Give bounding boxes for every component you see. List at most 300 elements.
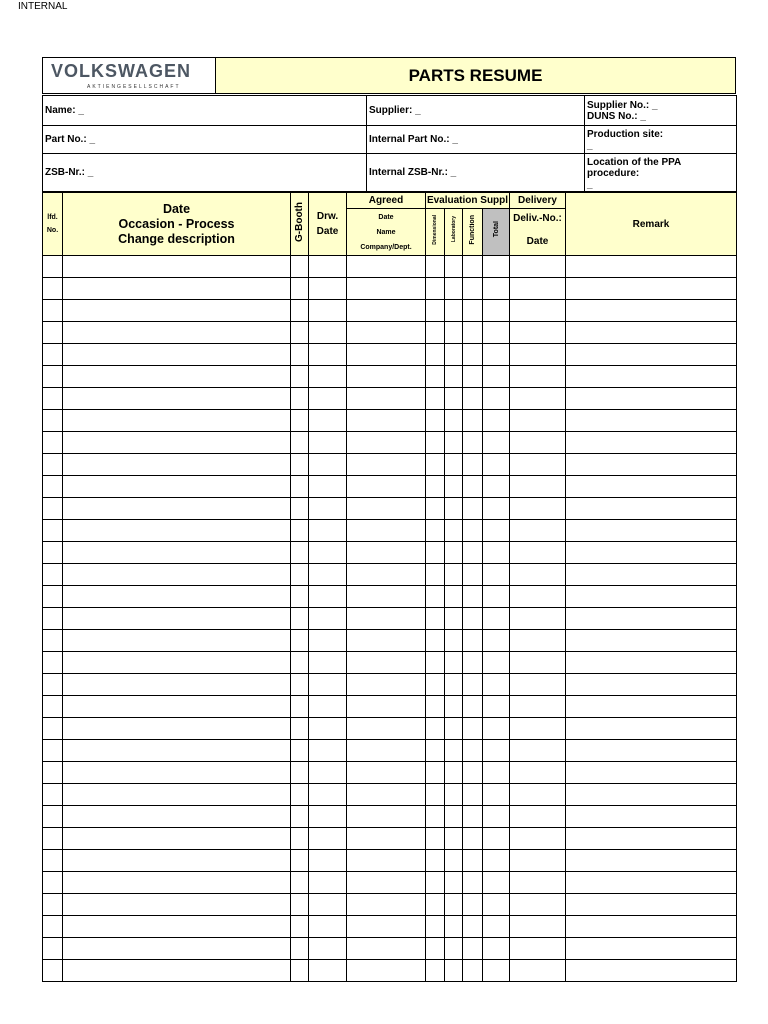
- table-cell[interactable]: [483, 256, 510, 278]
- table-cell[interactable]: [510, 344, 566, 366]
- table-cell[interactable]: [483, 740, 510, 762]
- table-cell[interactable]: [426, 300, 445, 322]
- table-cell[interactable]: [426, 344, 445, 366]
- table-cell[interactable]: [309, 630, 347, 652]
- table-cell[interactable]: [510, 630, 566, 652]
- table-cell[interactable]: [291, 762, 309, 784]
- table-cell[interactable]: [426, 278, 445, 300]
- table-cell[interactable]: [426, 564, 445, 586]
- table-cell[interactable]: [463, 256, 483, 278]
- table-cell[interactable]: [291, 718, 309, 740]
- table-cell[interactable]: [426, 388, 445, 410]
- table-cell[interactable]: [426, 960, 445, 982]
- table-cell[interactable]: [566, 300, 737, 322]
- table-cell[interactable]: [347, 520, 426, 542]
- table-cell[interactable]: [347, 498, 426, 520]
- table-cell[interactable]: [426, 586, 445, 608]
- table-cell[interactable]: [291, 960, 309, 982]
- table-cell[interactable]: [426, 476, 445, 498]
- table-cell[interactable]: [483, 784, 510, 806]
- table-cell[interactable]: [291, 828, 309, 850]
- table-cell[interactable]: [463, 696, 483, 718]
- table-cell[interactable]: [43, 872, 63, 894]
- table-cell[interactable]: [43, 652, 63, 674]
- table-cell[interactable]: [63, 564, 291, 586]
- table-cell[interactable]: [347, 366, 426, 388]
- table-cell[interactable]: [510, 432, 566, 454]
- table-cell[interactable]: [63, 300, 291, 322]
- production-site-field[interactable]: [585, 126, 737, 154]
- table-cell[interactable]: [463, 718, 483, 740]
- table-cell[interactable]: [347, 652, 426, 674]
- table-cell[interactable]: [426, 806, 445, 828]
- table-cell[interactable]: [463, 894, 483, 916]
- table-cell[interactable]: [445, 366, 463, 388]
- table-cell[interactable]: [445, 432, 463, 454]
- table-cell[interactable]: [566, 850, 737, 872]
- table-cell[interactable]: [483, 388, 510, 410]
- table-cell[interactable]: [483, 608, 510, 630]
- table-cell[interactable]: [510, 366, 566, 388]
- table-cell[interactable]: [510, 872, 566, 894]
- table-cell[interactable]: [347, 608, 426, 630]
- table-cell[interactable]: [63, 696, 291, 718]
- table-cell[interactable]: [43, 520, 63, 542]
- table-cell[interactable]: [309, 520, 347, 542]
- table-cell[interactable]: [291, 740, 309, 762]
- table-cell[interactable]: [43, 454, 63, 476]
- table-cell[interactable]: [483, 520, 510, 542]
- table-cell[interactable]: [483, 674, 510, 696]
- table-cell[interactable]: [43, 344, 63, 366]
- table-cell[interactable]: [43, 366, 63, 388]
- table-cell[interactable]: [463, 674, 483, 696]
- table-cell[interactable]: [566, 586, 737, 608]
- table-cell[interactable]: [566, 410, 737, 432]
- table-cell[interactable]: [291, 652, 309, 674]
- table-cell[interactable]: [445, 762, 463, 784]
- table-cell[interactable]: [309, 564, 347, 586]
- table-cell[interactable]: [63, 894, 291, 916]
- ppa-location-field[interactable]: [585, 154, 737, 192]
- table-cell[interactable]: [426, 850, 445, 872]
- table-cell[interactable]: [291, 344, 309, 366]
- table-cell[interactable]: [463, 322, 483, 344]
- table-cell[interactable]: [510, 454, 566, 476]
- table-cell[interactable]: [463, 432, 483, 454]
- table-cell[interactable]: [483, 278, 510, 300]
- table-cell[interactable]: [309, 784, 347, 806]
- table-cell[interactable]: [463, 586, 483, 608]
- table-cell[interactable]: [347, 564, 426, 586]
- table-cell[interactable]: [291, 256, 309, 278]
- table-cell[interactable]: [463, 542, 483, 564]
- table-cell[interactable]: [483, 894, 510, 916]
- table-cell[interactable]: [566, 432, 737, 454]
- table-cell[interactable]: [445, 630, 463, 652]
- table-cell[interactable]: [309, 674, 347, 696]
- table-cell[interactable]: [63, 432, 291, 454]
- table-cell[interactable]: [309, 322, 347, 344]
- table-cell[interactable]: [483, 322, 510, 344]
- table-cell[interactable]: [309, 806, 347, 828]
- table-cell[interactable]: [445, 960, 463, 982]
- table-cell[interactable]: [483, 850, 510, 872]
- zsb-nr-field[interactable]: ZSB-Nr.: _: [43, 154, 367, 192]
- table-cell[interactable]: [566, 542, 737, 564]
- table-cell[interactable]: [426, 256, 445, 278]
- table-cell[interactable]: [347, 828, 426, 850]
- table-cell[interactable]: [63, 740, 291, 762]
- table-cell[interactable]: [483, 960, 510, 982]
- table-cell[interactable]: [483, 696, 510, 718]
- table-cell[interactable]: [483, 630, 510, 652]
- table-cell[interactable]: [347, 432, 426, 454]
- table-cell[interactable]: [510, 410, 566, 432]
- table-cell[interactable]: [445, 608, 463, 630]
- table-cell[interactable]: [510, 894, 566, 916]
- table-cell[interactable]: [510, 476, 566, 498]
- table-cell[interactable]: [463, 630, 483, 652]
- table-cell[interactable]: [309, 586, 347, 608]
- table-cell[interactable]: [566, 872, 737, 894]
- table-cell[interactable]: [309, 410, 347, 432]
- table-cell[interactable]: [63, 784, 291, 806]
- table-cell[interactable]: [291, 278, 309, 300]
- table-cell[interactable]: [63, 586, 291, 608]
- table-cell[interactable]: [483, 432, 510, 454]
- table-cell[interactable]: [347, 784, 426, 806]
- table-cell[interactable]: [566, 256, 737, 278]
- table-cell[interactable]: [309, 938, 347, 960]
- table-cell[interactable]: [510, 564, 566, 586]
- table-cell[interactable]: [63, 630, 291, 652]
- table-cell[interactable]: [445, 828, 463, 850]
- table-cell[interactable]: [347, 256, 426, 278]
- table-cell[interactable]: [347, 960, 426, 982]
- table-cell[interactable]: [63, 938, 291, 960]
- table-cell[interactable]: [291, 366, 309, 388]
- table-cell[interactable]: [426, 652, 445, 674]
- table-cell[interactable]: [483, 454, 510, 476]
- table-cell[interactable]: [63, 652, 291, 674]
- table-cell[interactable]: [426, 718, 445, 740]
- table-cell[interactable]: [483, 476, 510, 498]
- table-cell[interactable]: [43, 564, 63, 586]
- table-cell[interactable]: [445, 278, 463, 300]
- table-cell[interactable]: [43, 960, 63, 982]
- table-cell[interactable]: [483, 652, 510, 674]
- table-cell[interactable]: [347, 542, 426, 564]
- table-cell[interactable]: [445, 740, 463, 762]
- table-cell[interactable]: [463, 608, 483, 630]
- table-cell[interactable]: [566, 564, 737, 586]
- table-cell[interactable]: [463, 476, 483, 498]
- table-cell[interactable]: [426, 762, 445, 784]
- table-cell[interactable]: [566, 388, 737, 410]
- table-cell[interactable]: [43, 850, 63, 872]
- table-cell[interactable]: [347, 894, 426, 916]
- table-cell[interactable]: [63, 476, 291, 498]
- table-cell[interactable]: [483, 806, 510, 828]
- table-cell[interactable]: [483, 498, 510, 520]
- table-cell[interactable]: [426, 938, 445, 960]
- table-cell[interactable]: [347, 696, 426, 718]
- table-cell[interactable]: [43, 762, 63, 784]
- table-cell[interactable]: [463, 916, 483, 938]
- table-cell[interactable]: [463, 278, 483, 300]
- table-cell[interactable]: [463, 938, 483, 960]
- table-cell[interactable]: [463, 740, 483, 762]
- table-cell[interactable]: [309, 256, 347, 278]
- table-cell[interactable]: [510, 938, 566, 960]
- table-cell[interactable]: [63, 960, 291, 982]
- table-cell[interactable]: [566, 806, 737, 828]
- table-cell[interactable]: [445, 388, 463, 410]
- table-cell[interactable]: [510, 388, 566, 410]
- table-cell[interactable]: [291, 476, 309, 498]
- table-cell[interactable]: [309, 850, 347, 872]
- table-cell[interactable]: [347, 740, 426, 762]
- table-cell[interactable]: [309, 542, 347, 564]
- table-cell[interactable]: [426, 872, 445, 894]
- table-cell[interactable]: [510, 850, 566, 872]
- table-cell[interactable]: [426, 410, 445, 432]
- table-cell[interactable]: [463, 344, 483, 366]
- table-cell[interactable]: [463, 784, 483, 806]
- table-cell[interactable]: [43, 542, 63, 564]
- table-cell[interactable]: [291, 784, 309, 806]
- table-cell[interactable]: [426, 828, 445, 850]
- table-cell[interactable]: [347, 586, 426, 608]
- table-cell[interactable]: [445, 542, 463, 564]
- table-cell[interactable]: [309, 916, 347, 938]
- table-cell[interactable]: [309, 872, 347, 894]
- table-cell[interactable]: [63, 542, 291, 564]
- table-cell[interactable]: [483, 938, 510, 960]
- supplier-field[interactable]: Supplier: _: [367, 96, 585, 126]
- table-cell[interactable]: [445, 894, 463, 916]
- table-cell[interactable]: [445, 520, 463, 542]
- table-cell[interactable]: [63, 410, 291, 432]
- table-cell[interactable]: [63, 322, 291, 344]
- table-cell[interactable]: [43, 674, 63, 696]
- table-cell[interactable]: [347, 938, 426, 960]
- table-cell[interactable]: [463, 454, 483, 476]
- part-no-field[interactable]: Part No.: _: [43, 126, 367, 154]
- table-cell[interactable]: [463, 366, 483, 388]
- table-cell[interactable]: [483, 828, 510, 850]
- table-cell[interactable]: [291, 806, 309, 828]
- table-cell[interactable]: [510, 322, 566, 344]
- table-cell[interactable]: [463, 388, 483, 410]
- table-cell[interactable]: [43, 806, 63, 828]
- table-cell[interactable]: [63, 388, 291, 410]
- table-cell[interactable]: [510, 256, 566, 278]
- table-cell[interactable]: [43, 784, 63, 806]
- table-cell[interactable]: [63, 762, 291, 784]
- table-cell[interactable]: [426, 696, 445, 718]
- table-cell[interactable]: [291, 894, 309, 916]
- table-cell[interactable]: [43, 322, 63, 344]
- table-cell[interactable]: [445, 410, 463, 432]
- table-cell[interactable]: [426, 630, 445, 652]
- table-cell[interactable]: [291, 674, 309, 696]
- table-cell[interactable]: [43, 828, 63, 850]
- table-cell[interactable]: [347, 872, 426, 894]
- table-cell[interactable]: [347, 344, 426, 366]
- table-cell[interactable]: [426, 608, 445, 630]
- table-cell[interactable]: [483, 586, 510, 608]
- table-cell[interactable]: [291, 850, 309, 872]
- table-cell[interactable]: [566, 894, 737, 916]
- table-cell[interactable]: [445, 256, 463, 278]
- table-cell[interactable]: [43, 256, 63, 278]
- table-cell[interactable]: [445, 718, 463, 740]
- table-cell[interactable]: [510, 806, 566, 828]
- table-cell[interactable]: [566, 454, 737, 476]
- table-cell[interactable]: [510, 652, 566, 674]
- internal-zsb-nr-field[interactable]: Internal ZSB-Nr.: _: [367, 154, 585, 192]
- table-cell[interactable]: [291, 410, 309, 432]
- table-cell[interactable]: [63, 872, 291, 894]
- table-cell[interactable]: [510, 828, 566, 850]
- table-cell[interactable]: [63, 520, 291, 542]
- table-cell[interactable]: [291, 938, 309, 960]
- table-cell[interactable]: [566, 916, 737, 938]
- table-cell[interactable]: [463, 652, 483, 674]
- table-cell[interactable]: [566, 366, 737, 388]
- table-cell[interactable]: [463, 410, 483, 432]
- table-cell[interactable]: [43, 278, 63, 300]
- table-cell[interactable]: [566, 322, 737, 344]
- table-cell[interactable]: [309, 696, 347, 718]
- table-cell[interactable]: [566, 674, 737, 696]
- table-cell[interactable]: [426, 916, 445, 938]
- table-cell[interactable]: [291, 630, 309, 652]
- table-cell[interactable]: [43, 696, 63, 718]
- table-cell[interactable]: [483, 344, 510, 366]
- table-cell[interactable]: [43, 916, 63, 938]
- table-cell[interactable]: [566, 784, 737, 806]
- table-cell[interactable]: [291, 300, 309, 322]
- table-cell[interactable]: [426, 740, 445, 762]
- table-cell[interactable]: [566, 652, 737, 674]
- table-cell[interactable]: [445, 564, 463, 586]
- table-cell[interactable]: [463, 828, 483, 850]
- table-cell[interactable]: [510, 498, 566, 520]
- table-cell[interactable]: [566, 740, 737, 762]
- table-cell[interactable]: [291, 696, 309, 718]
- table-cell[interactable]: [566, 828, 737, 850]
- table-cell[interactable]: [291, 520, 309, 542]
- table-cell[interactable]: [347, 476, 426, 498]
- table-cell[interactable]: [445, 806, 463, 828]
- table-cell[interactable]: [43, 586, 63, 608]
- table-cell[interactable]: [445, 674, 463, 696]
- table-cell[interactable]: [347, 388, 426, 410]
- table-cell[interactable]: [483, 916, 510, 938]
- table-cell[interactable]: [510, 520, 566, 542]
- table-cell[interactable]: [566, 696, 737, 718]
- table-cell[interactable]: [510, 696, 566, 718]
- table-cell[interactable]: [43, 432, 63, 454]
- table-cell[interactable]: [291, 542, 309, 564]
- table-cell[interactable]: [566, 476, 737, 498]
- table-cell[interactable]: [291, 586, 309, 608]
- table-cell[interactable]: [566, 762, 737, 784]
- table-cell[interactable]: [291, 608, 309, 630]
- table-cell[interactable]: [510, 608, 566, 630]
- table-cell[interactable]: [309, 300, 347, 322]
- table-cell[interactable]: [510, 916, 566, 938]
- table-cell[interactable]: [63, 850, 291, 872]
- table-cell[interactable]: [566, 608, 737, 630]
- table-cell[interactable]: [291, 432, 309, 454]
- table-cell[interactable]: [445, 784, 463, 806]
- table-cell[interactable]: [63, 344, 291, 366]
- table-cell[interactable]: [291, 498, 309, 520]
- table-cell[interactable]: [445, 498, 463, 520]
- table-cell[interactable]: [510, 784, 566, 806]
- table-cell[interactable]: [63, 608, 291, 630]
- table-cell[interactable]: [63, 498, 291, 520]
- table-cell[interactable]: [483, 366, 510, 388]
- table-cell[interactable]: [463, 850, 483, 872]
- table-cell[interactable]: [291, 916, 309, 938]
- table-cell[interactable]: [309, 828, 347, 850]
- table-cell[interactable]: [63, 828, 291, 850]
- table-cell[interactable]: [510, 542, 566, 564]
- name-field[interactable]: Name: _: [43, 96, 367, 126]
- table-cell[interactable]: [426, 784, 445, 806]
- table-cell[interactable]: [63, 454, 291, 476]
- table-cell[interactable]: [63, 916, 291, 938]
- table-cell[interactable]: [309, 366, 347, 388]
- table-cell[interactable]: [291, 454, 309, 476]
- table-cell[interactable]: [483, 300, 510, 322]
- table-cell[interactable]: [426, 894, 445, 916]
- table-cell[interactable]: [445, 322, 463, 344]
- table-cell[interactable]: [483, 542, 510, 564]
- table-cell[interactable]: [309, 388, 347, 410]
- table-cell[interactable]: [463, 498, 483, 520]
- table-cell[interactable]: [347, 718, 426, 740]
- table-cell[interactable]: [347, 762, 426, 784]
- table-cell[interactable]: [309, 894, 347, 916]
- table-cell[interactable]: [426, 432, 445, 454]
- table-cell[interactable]: [43, 476, 63, 498]
- table-cell[interactable]: [309, 718, 347, 740]
- table-cell[interactable]: [445, 916, 463, 938]
- table-cell[interactable]: [43, 630, 63, 652]
- table-cell[interactable]: [566, 938, 737, 960]
- table-cell[interactable]: [463, 762, 483, 784]
- table-cell[interactable]: [566, 498, 737, 520]
- table-cell[interactable]: [309, 608, 347, 630]
- table-cell[interactable]: [510, 586, 566, 608]
- table-cell[interactable]: [566, 630, 737, 652]
- table-cell[interactable]: [309, 454, 347, 476]
- table-cell[interactable]: [309, 498, 347, 520]
- table-cell[interactable]: [445, 850, 463, 872]
- table-cell[interactable]: [463, 564, 483, 586]
- table-cell[interactable]: [445, 872, 463, 894]
- table-cell[interactable]: [63, 366, 291, 388]
- table-cell[interactable]: [347, 630, 426, 652]
- table-cell[interactable]: [445, 938, 463, 960]
- table-cell[interactable]: [463, 300, 483, 322]
